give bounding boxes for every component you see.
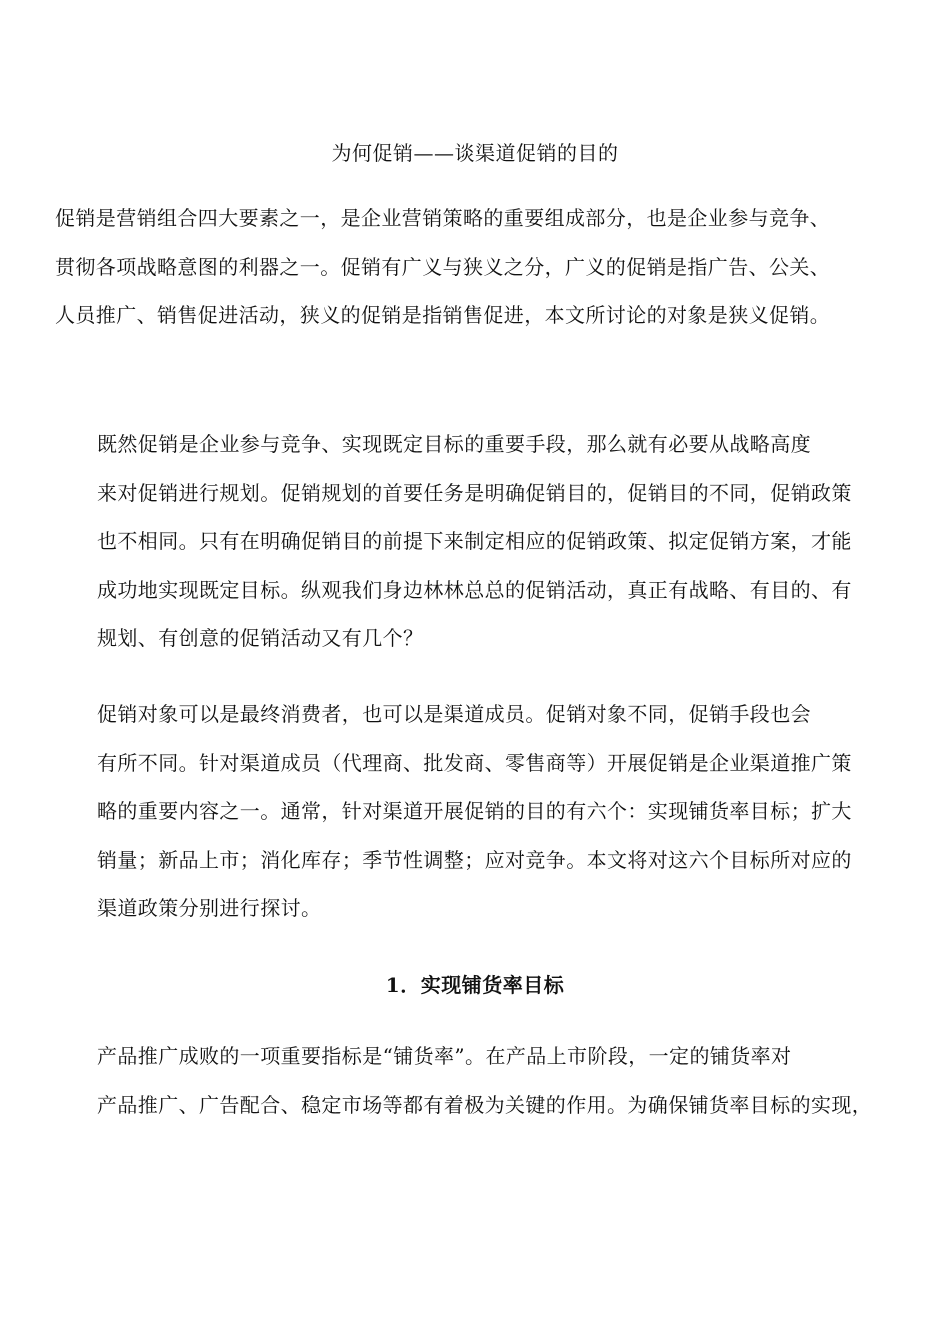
paragraph-strategy-line-5: 规划、有创意的促销活动又有几个？: [97, 626, 424, 650]
paragraph-targets: [55, 690, 883, 933]
paragraph-strategy-line-1: 既然促销是企业参与竞争、实现既定目标的重要手段，那么就有必要从战略高度: [97, 432, 811, 456]
paragraph-strategy-line-4: 成功地实现既定目标。纵观我们身边林林总总的促销活动，真正有战略、有目的、有: [97, 577, 852, 602]
paragraph-targets-line-4: 销量；新品上市；消化库存；季节性调整；应对竞争。本文将对这六个目标所对应的: [97, 847, 852, 872]
section-1-heading: 1．实现铺货率目标: [385, 973, 565, 997]
paragraph-distribution-line-1: 产品推广成败的一项重要指标是“铺货率”。在产品上市阶段，一定的铺货率对: [97, 1044, 792, 1068]
paragraph-strategy: [55, 420, 883, 663]
paragraph-targets-line-3: 略的重要内容之一。通常，针对渠道开展促销的目的有六个：实现铺货率目标；扩大: [97, 799, 852, 823]
paragraph-strategy-line-3: 也不相同。只有在明确促销目的前提下来制定相应的促销政策、拟定促销方案，才能: [97, 529, 852, 553]
intro-line-3: 人员推广、销售促进活动，狭义的促销是指销售促进，本文所讨论的对象是狭义促销。: [55, 303, 831, 327]
paragraph-strategy-line-2: 来对促销进行规划。促销规划的首要任务是明确促销目的，促销目的不同，促销政策: [97, 480, 852, 505]
intro-line-1: 促销是营销组合四大要素之一，是企业营销策略的重要组成部分，也是企业参与竞争、: [55, 206, 831, 230]
document-title: 为何促销——谈渠道促销的目的: [331, 141, 619, 165]
paragraph-targets-line-2: 有所不同。针对渠道成员（代理商、批发商、零售商等）开展促销是企业渠道推广策: [97, 750, 852, 775]
intro-line-2: 贯彻各项战略意图的利器之一。促销有广义与狭义之分，广义的促销是指广告、公关、: [55, 254, 831, 279]
paragraph-targets-line-5: 渠道政策分别进行探讨。: [97, 896, 322, 920]
paragraph-targets-line-1: 促销对象可以是最终消费者，也可以是渠道成员。促销对象不同，促销手段也会: [97, 702, 811, 726]
paragraph-distribution: [55, 1032, 883, 1129]
intro-paragraph: [55, 194, 915, 340]
paragraph-distribution-line-2: 产品推广、广告配合、稳定市场等都有着极为关键的作用。为确保铺货率目标的实现，: [97, 1092, 873, 1117]
